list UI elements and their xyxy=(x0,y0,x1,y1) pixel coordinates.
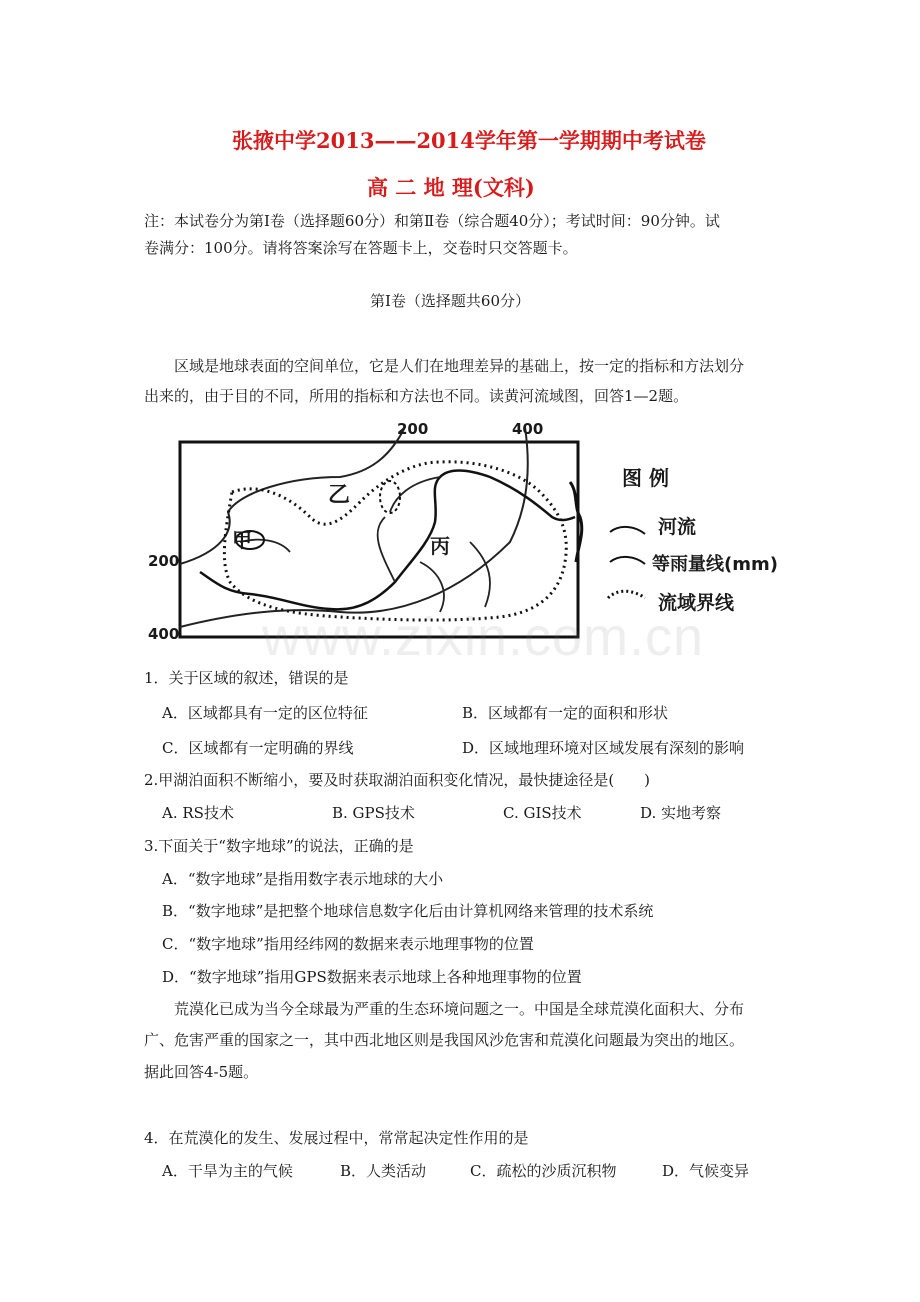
q4-option-a[interactable]: A．干旱为主的气候 xyxy=(162,1162,293,1180)
label-isohyet-400-top: 400 xyxy=(512,420,544,438)
q3-option-c[interactable]: C．“数字地球”指用经纬网的数据来表示地理事物的位置 xyxy=(162,935,534,953)
legend-isohyet-symbol xyxy=(610,557,645,564)
q2-option-a[interactable]: A. RS技术 xyxy=(162,804,234,822)
q4-option-c[interactable]: C．疏松的沙质沉积物 xyxy=(470,1162,617,1180)
legend-boundary-label: 流域界线 xyxy=(658,592,735,614)
label-isohyet-200-left: 200 xyxy=(148,552,180,570)
q1-option-b[interactable]: B．区域都有一定的面积和形状 xyxy=(462,704,669,722)
label-isohyet-400-left: 400 xyxy=(148,625,180,643)
legend-boundary-symbol xyxy=(608,591,645,598)
intro-2-line-2: 广、危害严重的国家之一，其中西北地区则是我国风沙危害和荒漠化问题最为突出的地区。 xyxy=(144,1031,745,1049)
q3-option-d[interactable]: D．“数字地球”指用GPS数据来表示地球上各种地理事物的位置 xyxy=(162,968,582,986)
intro-2-line-3: 据此回答4-5题。 xyxy=(144,1063,259,1081)
legend-river-symbol xyxy=(610,527,645,534)
label-bing: 丙 xyxy=(430,534,450,558)
q3-option-b[interactable]: B．“数字地球”是把整个地球信息数字化后由计算机网络来管理的技术系统 xyxy=(162,902,654,920)
intro-1-line-2: 出来的，由于目的不同，所用的指标和方法也不同。读黄河流域图，回答1—2题。 xyxy=(144,387,689,405)
q1-option-a[interactable]: A．区域都具有一定的区位特征 xyxy=(162,704,368,722)
legend-river-label: 河流 xyxy=(658,516,697,538)
exam-subtitle: 高 二 地 理(文科) xyxy=(367,175,535,200)
intro-2-line-1: 荒漠化已成为当今全球最为严重的生态环境问题之一。中国是全球荒漠化面积大、分布 xyxy=(174,1000,745,1018)
notice-line-2: 卷满分：100分。请将答案涂写在答题卡上，交卷时只交答题卡。 xyxy=(144,239,578,257)
q2-option-c[interactable]: C. GIS技术 xyxy=(503,804,582,822)
q4-stem: 4．在荒漠化的发生、发展过程中，常常起决定性作用的是 xyxy=(144,1129,529,1147)
desert-outline xyxy=(380,481,400,513)
q1-option-d[interactable]: D．区域地理环境对区域发展有深刻的影响 xyxy=(462,739,745,757)
q4-option-b[interactable]: B．人类活动 xyxy=(340,1162,427,1180)
exam-title: 张掖中学2013——2014学年第一学期期中考试卷 xyxy=(232,128,706,153)
tributaries xyxy=(240,477,490,612)
label-jia: 甲 xyxy=(232,528,252,552)
intro-1-line-1: 区域是地球表面的空间单位，它是人们在地理差异的基础上，按一定的指标和方法划分 xyxy=(174,357,745,375)
label-yi: 乙 xyxy=(328,483,351,508)
notice-line-1: 注：本试卷分为第Ⅰ卷（选择题60分）和第Ⅱ卷（综合题40分）；考试时间：90分钟。试 xyxy=(144,212,720,230)
q2-option-b[interactable]: B. GPS技术 xyxy=(332,804,415,822)
watermark: www.zixin.com.cn xyxy=(262,607,705,667)
q2-option-d[interactable]: D. 实地考察 xyxy=(640,804,722,822)
coastline xyxy=(570,482,582,562)
legend-isohyet-label: 等雨量线(mm) xyxy=(652,554,778,575)
legend-title: 图 例 xyxy=(622,466,669,490)
q2-stem: 2.甲湖泊面积不断缩小，要及时获取湖泊面积变化情况，最快捷途径是( ) xyxy=(144,771,651,789)
q4-option-d[interactable]: D．气候变异 xyxy=(662,1162,750,1180)
section-title: 第Ⅰ卷（选择题共60分） xyxy=(370,292,531,310)
label-isohyet-200-top: 200 xyxy=(397,420,429,438)
isohyet-200 xyxy=(180,427,405,564)
q1-stem: 1．关于区域的叙述，错误的是 xyxy=(144,669,349,687)
q3-stem: 3.下面关于“数字地球”的说法，正确的是 xyxy=(144,837,414,855)
q3-option-a[interactable]: A．“数字地球”是指用数字表示地球的大小 xyxy=(162,870,444,888)
q1-option-c[interactable]: C．区域都有一定明确的界线 xyxy=(162,739,354,757)
